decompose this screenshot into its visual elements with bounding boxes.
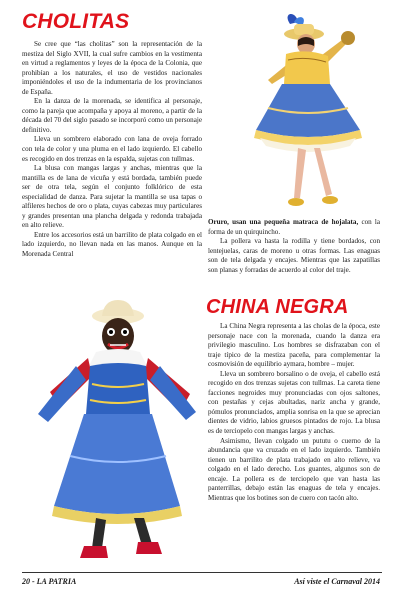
footer-section-label: Así viste el Carnaval 2014 — [294, 577, 380, 586]
cholitas-continuation — [208, 218, 380, 275]
cholitas-continuation-paragraph: La pollera va hasta la rodilla y tiene bordados, con lentejuelas, caras de moreno u otras formas. Las enaguas son de tela delgada y encajes. Mientras que las zapatillas son planas y forradas de acuerdo al color del traje. — [208, 237, 380, 274]
china-negra-paragraph: La China Negra representa a las cholas de la época, este personaje nace con la morenada, cuando la danza era privilegio masculino. Los hombres se disfrazaban con el traje típico de la mestiza paceña, para complementar la cosmovisión de equilibrio aymara, hombre – mujer. — [208, 322, 380, 369]
cholitas-body — [22, 40, 202, 260]
cholitas-paragraph: Lleva un sombrero elaborado con lana de oveja forrado con tela de color y una pluma en el lado izquierdo. El cabello es recogido en dos trenzas en la espalda, sujetas con tullmas. — [22, 135, 202, 163]
china-negra-dancer-photo — [30, 296, 200, 566]
china-negra-body — [208, 322, 380, 503]
china-negra-title: CHINA NEGRA — [206, 296, 349, 318]
china-negra-paragraph: Lleva un sombrero borsalino o de oveja, el cabello está recogido en dos trenzas sujetas con tullmas. La careta tiene facciones negroides muy pronunciadas con ojos saltones, con pestañas y cejas abultadas, nariz ancha y grande, pómulos pronunciados, amplia sonrisa en la que se aprecian dientes de vidrio, labios gruesos pintados de rojo. La blusa es de terciopelo con mangas largas y anchas. — [208, 369, 380, 436]
cholitas-paragraph: Entre los accesorios está un barrilito de plata colgado en el lado izquierdo, no llevan nada en las manos. Aunque en la Morenada Central — [22, 230, 202, 259]
footer-page-label: 20 - LA PATRIA — [22, 577, 77, 586]
cholitas-paragraph: La blusa con mangas largas y anchas, mientras que la mantilla es de lana de vicuña y está bordada, también puede ser de otra tela, según el conjunto folklórico de esta especialidad de danza. Para sujetar la mantilla se usa tapas o alfileres hechos de oro o plata, cuyas cabezas muy particulares y grandes presentan una plancha delgada y redonda trabajada en alto relieve. — [22, 164, 202, 230]
cholitas-paragraph: En la danza de la morenada, se identifica al personaje, como la pareja que acompaña y apoya al moreno, a partir de la década del 70 del siglo pasado se incorporó como un personaje definitivo. — [22, 97, 202, 134]
china-negra-paragraph: Asimismo, llevan colgado un pututu o cuerno de la abundancia que va cruzado en el lado izquierdo. También tienen un barrilito de plata trabajado en alto relieve, va colgado en el lado derecho. Los guantes, algunos son de encaje. La pollera es de terciopelo que van hasta las panterrillas, debajo están las enaguas de tela y encajes. Mientras que los botines son de cuero con tacón alto. — [208, 436, 380, 502]
cholitas-continuation-rest: con la forma de un quirquincho. — [208, 218, 380, 236]
footer-rule — [22, 572, 382, 573]
cholitas-paragraph: Se cree que “las cholitas” son la representación de la mestiza del Siglo XVII, la cual sufre cambios en la vestimenta en virtud a reglamentos y leyes de la época de la Colonia, que prohibían a los naturales, el uso de vestidos nacionales imponiéndoles el uso de la indumentaria de los provincianos de España. — [22, 40, 202, 96]
cholitas-title: CHOLITAS — [22, 10, 130, 33]
cholitas-continuation-bold: Oruro, usan una pequeña matraca de hojalata, — [208, 218, 359, 226]
cholita-dancer-photo — [238, 12, 384, 218]
